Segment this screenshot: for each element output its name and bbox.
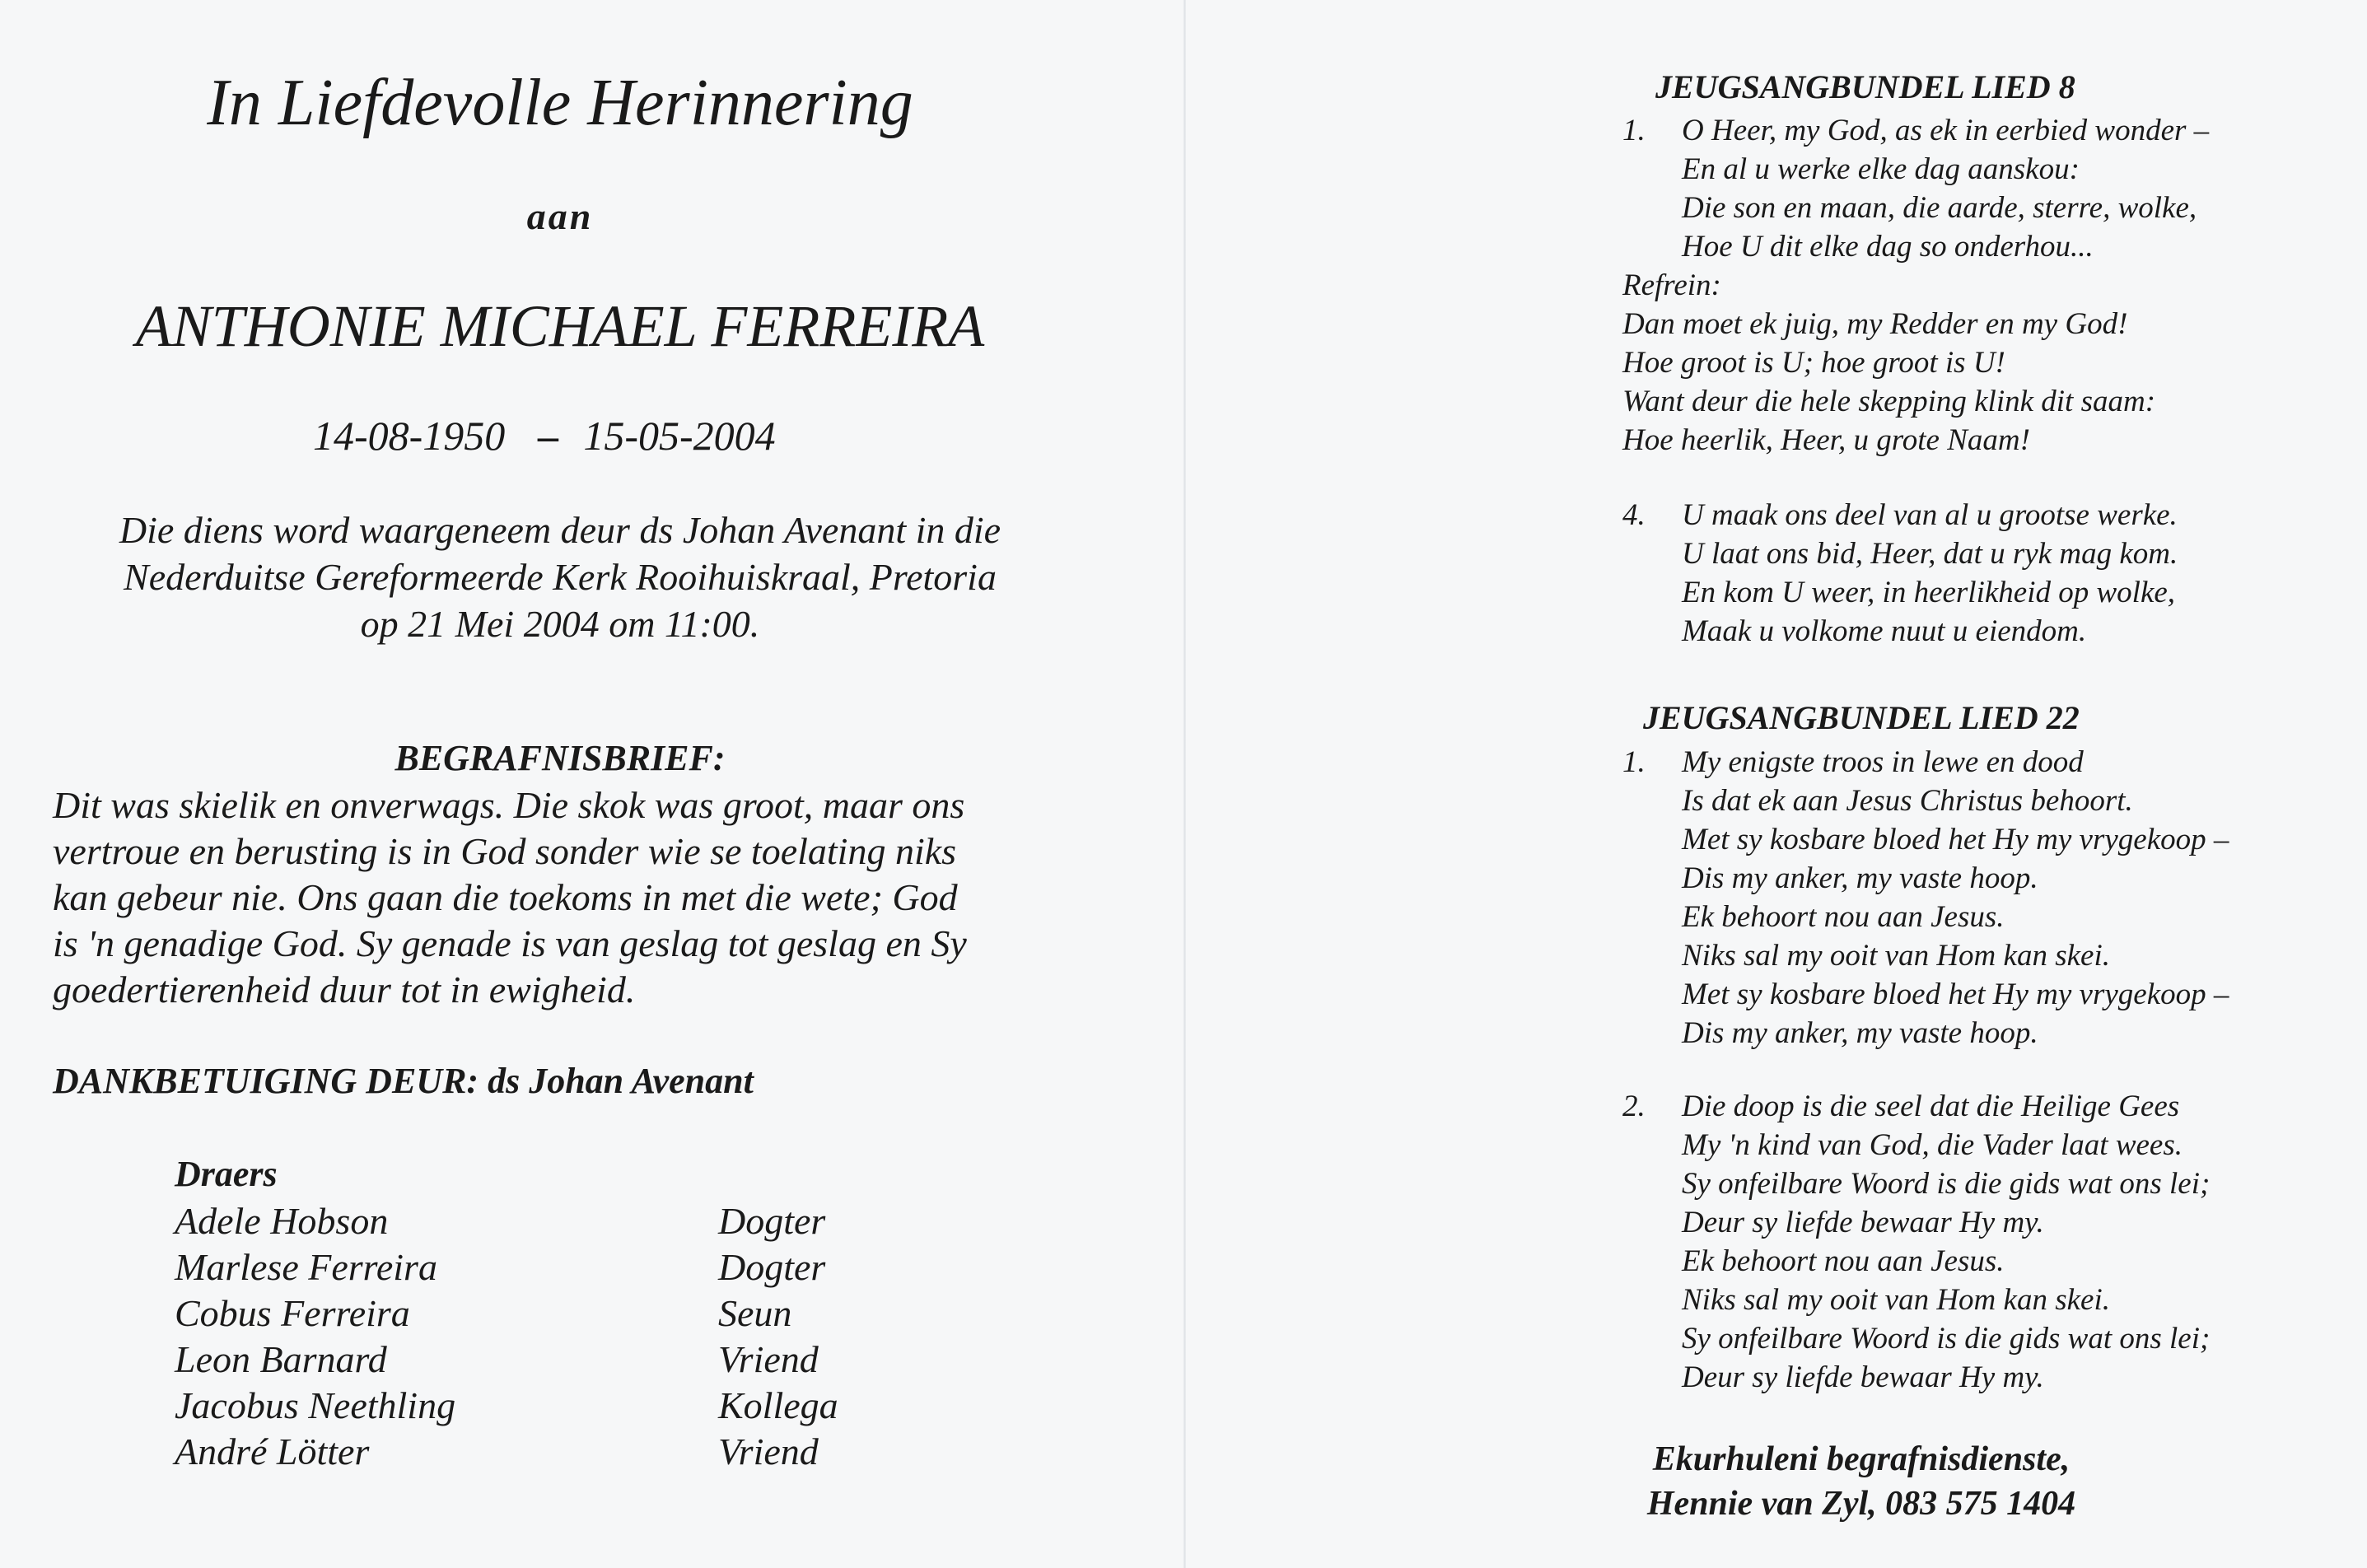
verse-text: Ek behoort nou aan Jesus.: [1682, 900, 2005, 934]
right-panel: [1186, 0, 2367, 1568]
verse-text: Met sy kosbare bloed het Hy my vrygekoop –: [1682, 978, 2229, 1011]
verse-text: En kom U weer, in heerlikheid op wolke,: [1682, 576, 2176, 609]
draers-list: [175, 1198, 916, 1475]
draer-row: [175, 1290, 916, 1337]
begrafnisbrief-heading: BEGRAFNISBRIEF:: [394, 738, 726, 778]
verse-number: 2.: [1622, 1090, 1646, 1123]
verse-number: 1.: [1622, 745, 1646, 779]
verse-text: Sy onfeilbare Woord is die gids wat ons lei;: [1682, 1322, 2211, 1356]
verse-text: Dis my anker, my vaste hoop.: [1682, 1016, 2038, 1050]
verse-number: 4.: [1622, 498, 1646, 532]
date-separator: –: [538, 413, 559, 459]
letter-line: is 'n genadige God. Sy genade is van geslag tot geslag en Sy: [53, 922, 967, 964]
refrein-line: Hoe groot is U; hoe groot is U!: [1622, 346, 2005, 380]
death-date: 15-05-2004: [583, 413, 776, 459]
letter-line: vertroue en berusting is in God sonder wie se toelating niks: [53, 830, 957, 872]
service-details: [33, 506, 1087, 647]
life-dates: [313, 412, 776, 460]
verse-text: Niks sal my ooit van Hom kan skei.: [1682, 1283, 2110, 1317]
draer-name: Jacobus Neethling: [175, 1384, 456, 1426]
draer-name: Leon Barnard: [175, 1338, 387, 1380]
letter-line: kan gebeur nie. Ons gaan die toekoms in met die wete; God: [53, 876, 958, 918]
deceased-name: ANTHONIE MICHAEL FERREIRA: [135, 293, 985, 359]
verse-text: Hoe U dit elke dag so onderhou...: [1682, 230, 2094, 264]
verse-text: O Heer, my God, as ek in eerbied wonder –: [1682, 114, 2210, 147]
undertaker-info: [1581, 1437, 2141, 1526]
draer-row: [175, 1244, 916, 1290]
service-line: Die diens word waargeneem deur ds Johan Avenant in die: [119, 509, 1001, 551]
draer-row: [175, 1429, 916, 1475]
undertaker-name: Ekurhuleni begrafnisdienste,: [1652, 1440, 2071, 1478]
verse-text: Niks sal my ooit van Hom kan skei.: [1682, 939, 2110, 973]
draer-name: André Lötter: [175, 1430, 370, 1472]
verse-number: 1.: [1622, 114, 1646, 147]
letter-line: Dit was skielik en onverwags. Die skok was groot, maar ons: [53, 784, 965, 826]
verse-text: Sy onfeilbare Woord is die gids wat ons lei;: [1682, 1167, 2211, 1201]
verse-text: Dis my anker, my vaste hoop.: [1682, 861, 2038, 895]
verse-text: Met sy kosbare bloed het Hy my vrygekoop –: [1682, 823, 2229, 856]
verse-text: U laat ons bid, Heer, dat u ryk mag kom.: [1682, 537, 2178, 571]
draer-relation: Vriend: [718, 1338, 819, 1380]
letter-line: goedertierenheid duur tot in ewigheid.: [53, 968, 636, 1010]
memorial-title: In Liefdevolle Herinnering: [207, 67, 913, 139]
draer-row: [175, 1198, 916, 1244]
begrafnisbrief-text: [53, 782, 1074, 1013]
hymn-8-refrein: [1622, 266, 2155, 460]
verse-text: En al u werke elke dag aanskou:: [1682, 152, 2080, 186]
birth-date: 14-08-1950: [313, 413, 506, 459]
refrein-label: Refrein:: [1622, 268, 1721, 302]
draer-relation: Vriend: [718, 1430, 819, 1472]
draer-relation: Dogter: [718, 1246, 826, 1288]
draers-heading: Draers: [175, 1154, 278, 1194]
verse-text: Maak u volkome nuut u eiendom.: [1682, 614, 2087, 648]
service-line: Nederduitse Gereformeerde Kerk Rooihuiskraal, Pretoria: [124, 556, 997, 598]
refrein-line: Dan moet ek juig, my Redder en my God!: [1622, 307, 2128, 341]
verse-text: My enigste troos in lewe en dood: [1682, 745, 2084, 779]
verse-text: My 'n kind van God, die Vader laat wees.: [1682, 1128, 2183, 1162]
draer-name: Cobus Ferreira: [175, 1292, 410, 1334]
aan-label: aan: [526, 195, 594, 237]
refrein-line: Hoe heerlik, Heer, u grote Naam!: [1622, 423, 2030, 457]
verse-text: U maak ons deel van al u grootse werke.: [1682, 498, 2178, 532]
hymn-22-heading: JEUGSANGBUNDEL LIED 22: [1643, 699, 2080, 736]
draer-relation: Seun: [718, 1292, 792, 1334]
verse-text: Deur sy liefde bewaar Hy my.: [1682, 1206, 2044, 1239]
verse-text: Deur sy liefde bewaar Hy my.: [1682, 1360, 2044, 1394]
draer-row: [175, 1337, 916, 1383]
verse-text: Is dat ek aan Jesus Christus behoort.: [1682, 784, 2133, 818]
verse-text: Die son en maan, die aarde, sterre, wolke,: [1682, 191, 2197, 225]
draer-name: Adele Hobson: [175, 1200, 389, 1242]
draer-name: Marlese Ferreira: [175, 1246, 437, 1288]
draer-relation: Dogter: [718, 1200, 826, 1242]
verse-text: Ek behoort nou aan Jesus.: [1682, 1244, 2005, 1278]
dankbetuiging: DANKBETUIGING DEUR: ds Johan Avenant: [53, 1061, 754, 1101]
draer-relation: Kollega: [718, 1384, 838, 1426]
undertaker-contact: Hennie van Zyl, 083 575 1404: [1646, 1485, 2076, 1523]
refrein-line: Want deur die hele skepping klink dit saam:: [1622, 385, 2156, 418]
hymn-8-heading: JEUGSANGBUNDEL LIED 8: [1655, 68, 2075, 105]
draer-row: [175, 1383, 916, 1429]
service-line: op 21 Mei 2004 om 11:00.: [360, 603, 760, 645]
verse-text: Die doop is die seel dat die Heilige Gees: [1682, 1090, 2180, 1123]
